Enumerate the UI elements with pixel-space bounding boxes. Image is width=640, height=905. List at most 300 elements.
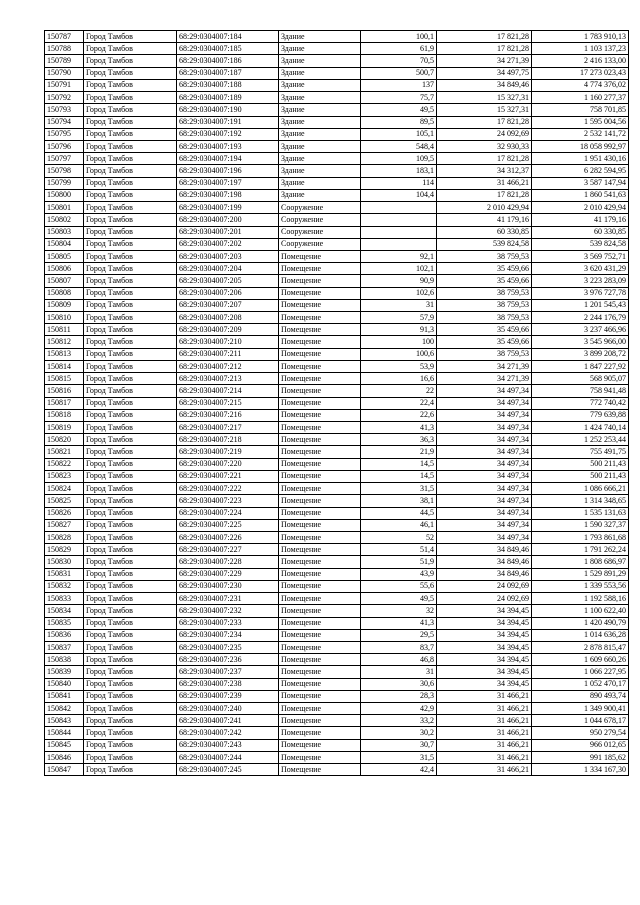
city-cell: Город Тамбов xyxy=(84,434,177,446)
city-cell: Город Тамбов xyxy=(84,287,177,299)
cadastral-value-cell: 539 824,58 xyxy=(532,238,629,250)
table-body xyxy=(45,31,629,776)
table-row xyxy=(45,116,629,128)
cadastral-number-cell: 68:29:0304007:202 xyxy=(177,238,279,250)
specific-value-cell: 34 849,46 xyxy=(437,556,532,568)
table-row xyxy=(45,348,629,360)
city-cell: Город Тамбов xyxy=(84,764,177,776)
city-cell: Город Тамбов xyxy=(84,263,177,275)
specific-value-cell: 35 459,66 xyxy=(437,263,532,275)
cadastral-number-cell: 68:29:0304007:198 xyxy=(177,189,279,201)
cadastral-value-cell: 3 976 727,78 xyxy=(532,287,629,299)
object-type-cell: Здание xyxy=(279,116,361,128)
cadastral-value-cell: 772 740,42 xyxy=(532,397,629,409)
city-cell: Город Тамбов xyxy=(84,55,177,67)
area-cell: 92,1 xyxy=(361,250,437,262)
area-cell: 46,1 xyxy=(361,519,437,531)
city-cell: Город Тамбов xyxy=(84,409,177,421)
cadastral-value-cell: 1 334 167,30 xyxy=(532,764,629,776)
table-row xyxy=(45,385,629,397)
cadastral-number-cell: 68:29:0304007:204 xyxy=(177,263,279,275)
object-type-cell: Помещение xyxy=(279,312,361,324)
object-type-cell: Помещение xyxy=(279,348,361,360)
area-cell: 109,5 xyxy=(361,153,437,165)
area-cell: 31 xyxy=(361,299,437,311)
city-cell: Город Тамбов xyxy=(84,568,177,580)
cadastral-number-cell: 68:29:0304007:241 xyxy=(177,715,279,727)
specific-value-cell: 34 497,34 xyxy=(437,422,532,434)
cadastral-number-cell: 68:29:0304007:190 xyxy=(177,104,279,116)
city-cell: Город Тамбов xyxy=(84,189,177,201)
cadastral-number-cell: 68:29:0304007:199 xyxy=(177,202,279,214)
area-cell: 51,4 xyxy=(361,544,437,556)
row-number: 150836 xyxy=(45,629,84,641)
object-type-cell: Помещение xyxy=(279,397,361,409)
table-row xyxy=(45,55,629,67)
cadastral-value-cell: 17 273 023,43 xyxy=(532,67,629,79)
cadastral-number-cell: 68:29:0304007:228 xyxy=(177,556,279,568)
object-type-cell: Помещение xyxy=(279,483,361,495)
area-cell: 30,6 xyxy=(361,678,437,690)
row-number: 150833 xyxy=(45,593,84,605)
area-cell: 100 xyxy=(361,336,437,348)
object-type-cell: Помещение xyxy=(279,336,361,348)
cadastral-value-cell: 1 783 910,13 xyxy=(532,31,629,43)
table-row xyxy=(45,629,629,641)
row-number: 150811 xyxy=(45,324,84,336)
cadastral-value-cell: 1 160 277,37 xyxy=(532,92,629,104)
cadastral-number-cell: 68:29:0304007:205 xyxy=(177,275,279,287)
row-number: 150795 xyxy=(45,128,84,140)
cadastral-value-table xyxy=(44,30,629,776)
specific-value-cell: 34 497,34 xyxy=(437,483,532,495)
table-row xyxy=(45,483,629,495)
area-cell xyxy=(361,214,437,226)
cadastral-number-cell: 68:29:0304007:233 xyxy=(177,617,279,629)
cadastral-value-cell: 1 808 686,97 xyxy=(532,556,629,568)
row-number: 150847 xyxy=(45,764,84,776)
cadastral-number-cell: 68:29:0304007:185 xyxy=(177,43,279,55)
city-cell: Город Тамбов xyxy=(84,238,177,250)
cadastral-number-cell: 68:29:0304007:197 xyxy=(177,177,279,189)
area-cell: 42,4 xyxy=(361,764,437,776)
area-cell xyxy=(361,226,437,238)
specific-value-cell: 32 930,33 xyxy=(437,140,532,152)
area-cell: 51,9 xyxy=(361,556,437,568)
specific-value-cell: 31 466,21 xyxy=(437,739,532,751)
table-row xyxy=(45,177,629,189)
object-type-cell: Здание xyxy=(279,165,361,177)
specific-value-cell: 35 459,66 xyxy=(437,336,532,348)
row-number: 150825 xyxy=(45,495,84,507)
row-number: 150789 xyxy=(45,55,84,67)
city-cell: Город Тамбов xyxy=(84,79,177,91)
cadastral-number-cell: 68:29:0304007:191 xyxy=(177,116,279,128)
specific-value-cell: 60 330,85 xyxy=(437,226,532,238)
cadastral-value-cell: 1 609 660,26 xyxy=(532,654,629,666)
area-cell: 104,4 xyxy=(361,189,437,201)
cadastral-value-cell: 6 282 594,95 xyxy=(532,165,629,177)
row-number: 150842 xyxy=(45,703,84,715)
row-number: 150805 xyxy=(45,250,84,262)
object-type-cell: Сооружение xyxy=(279,202,361,214)
cadastral-number-cell: 68:29:0304007:200 xyxy=(177,214,279,226)
row-number: 150790 xyxy=(45,67,84,79)
row-number: 150792 xyxy=(45,92,84,104)
city-cell: Город Тамбов xyxy=(84,250,177,262)
row-number: 150814 xyxy=(45,360,84,372)
row-number: 150801 xyxy=(45,202,84,214)
area-cell: 49,5 xyxy=(361,104,437,116)
city-cell: Город Тамбов xyxy=(84,202,177,214)
specific-value-cell: 2 010 429,94 xyxy=(437,202,532,214)
cadastral-number-cell: 68:29:0304007:203 xyxy=(177,250,279,262)
specific-value-cell: 34 394,45 xyxy=(437,666,532,678)
table-row xyxy=(45,92,629,104)
area-cell: 89,5 xyxy=(361,116,437,128)
city-cell: Город Тамбов xyxy=(84,422,177,434)
table-row xyxy=(45,641,629,653)
table-row xyxy=(45,751,629,763)
object-type-cell: Помещение xyxy=(279,531,361,543)
row-number: 150799 xyxy=(45,177,84,189)
area-cell: 16,6 xyxy=(361,373,437,385)
cadastral-number-cell: 68:29:0304007:235 xyxy=(177,641,279,653)
cadastral-number-cell: 68:29:0304007:242 xyxy=(177,727,279,739)
specific-value-cell: 17 821,28 xyxy=(437,153,532,165)
table-row xyxy=(45,214,629,226)
row-number: 150813 xyxy=(45,348,84,360)
area-cell: 29,5 xyxy=(361,629,437,641)
specific-value-cell: 24 092,69 xyxy=(437,580,532,592)
area-cell: 31,5 xyxy=(361,483,437,495)
object-type-cell: Помещение xyxy=(279,666,361,678)
specific-value-cell: 35 459,66 xyxy=(437,324,532,336)
cadastral-number-cell: 68:29:0304007:215 xyxy=(177,397,279,409)
city-cell: Город Тамбов xyxy=(84,580,177,592)
object-type-cell: Сооружение xyxy=(279,226,361,238)
cadastral-number-cell: 68:29:0304007:214 xyxy=(177,385,279,397)
object-type-cell: Помещение xyxy=(279,593,361,605)
specific-value-cell: 34 849,46 xyxy=(437,568,532,580)
table-row xyxy=(45,43,629,55)
object-type-cell: Здание xyxy=(279,67,361,79)
row-number: 150843 xyxy=(45,715,84,727)
specific-value-cell: 31 466,21 xyxy=(437,690,532,702)
table-row xyxy=(45,324,629,336)
row-number: 150819 xyxy=(45,422,84,434)
cadastral-value-cell: 1 100 622,40 xyxy=(532,605,629,617)
cadastral-number-cell: 68:29:0304007:216 xyxy=(177,409,279,421)
object-type-cell: Помещение xyxy=(279,629,361,641)
cadastral-number-cell: 68:29:0304007:229 xyxy=(177,568,279,580)
area-cell: 33,2 xyxy=(361,715,437,727)
cadastral-number-cell: 68:29:0304007:245 xyxy=(177,764,279,776)
cadastral-value-cell: 991 185,62 xyxy=(532,751,629,763)
row-number: 150830 xyxy=(45,556,84,568)
cadastral-value-cell: 1 535 131,63 xyxy=(532,507,629,519)
object-type-cell: Здание xyxy=(279,153,361,165)
cadastral-value-cell: 1 014 636,28 xyxy=(532,629,629,641)
row-number: 150844 xyxy=(45,727,84,739)
table-row xyxy=(45,189,629,201)
specific-value-cell: 34 497,34 xyxy=(437,507,532,519)
row-number: 150816 xyxy=(45,385,84,397)
cadastral-number-cell: 68:29:0304007:222 xyxy=(177,483,279,495)
row-number: 150820 xyxy=(45,434,84,446)
specific-value-cell: 34 394,45 xyxy=(437,605,532,617)
city-cell: Город Тамбов xyxy=(84,275,177,287)
object-type-cell: Помещение xyxy=(279,324,361,336)
city-cell: Город Тамбов xyxy=(84,373,177,385)
cadastral-number-cell: 68:29:0304007:243 xyxy=(177,739,279,751)
specific-value-cell: 17 821,28 xyxy=(437,31,532,43)
table-row xyxy=(45,519,629,531)
cadastral-number-cell: 68:29:0304007:217 xyxy=(177,422,279,434)
table-row xyxy=(45,568,629,580)
row-number: 150839 xyxy=(45,666,84,678)
table-row xyxy=(45,202,629,214)
object-type-cell: Здание xyxy=(279,177,361,189)
row-number: 150794 xyxy=(45,116,84,128)
cadastral-number-cell: 68:29:0304007:201 xyxy=(177,226,279,238)
cadastral-value-cell: 3 237 466,96 xyxy=(532,324,629,336)
object-type-cell: Помещение xyxy=(279,580,361,592)
area-cell: 31,5 xyxy=(361,751,437,763)
city-cell: Город Тамбов xyxy=(84,458,177,470)
city-cell: Город Тамбов xyxy=(84,446,177,458)
specific-value-cell: 34 497,34 xyxy=(437,531,532,543)
city-cell: Город Тамбов xyxy=(84,556,177,568)
row-number: 150838 xyxy=(45,654,84,666)
cadastral-value-cell: 2 416 133,00 xyxy=(532,55,629,67)
cadastral-number-cell: 68:29:0304007:239 xyxy=(177,690,279,702)
object-type-cell: Помещение xyxy=(279,544,361,556)
specific-value-cell: 34 497,34 xyxy=(437,495,532,507)
row-number: 150804 xyxy=(45,238,84,250)
object-type-cell: Помещение xyxy=(279,422,361,434)
city-cell: Город Тамбов xyxy=(84,177,177,189)
specific-value-cell: 31 466,21 xyxy=(437,715,532,727)
cadastral-value-cell: 1 052 470,17 xyxy=(532,678,629,690)
table-row xyxy=(45,226,629,238)
cadastral-number-cell: 68:29:0304007:227 xyxy=(177,544,279,556)
object-type-cell: Помещение xyxy=(279,678,361,690)
row-number: 150788 xyxy=(45,43,84,55)
object-type-cell: Помещение xyxy=(279,275,361,287)
row-number: 150815 xyxy=(45,373,84,385)
city-cell: Город Тамбов xyxy=(84,31,177,43)
city-cell: Город Тамбов xyxy=(84,507,177,519)
specific-value-cell: 34 271,39 xyxy=(437,373,532,385)
specific-value-cell: 34 849,46 xyxy=(437,544,532,556)
specific-value-cell: 34 497,34 xyxy=(437,446,532,458)
area-cell: 32 xyxy=(361,605,437,617)
cadastral-number-cell: 68:29:0304007:184 xyxy=(177,31,279,43)
table-row xyxy=(45,727,629,739)
city-cell: Город Тамбов xyxy=(84,312,177,324)
cadastral-number-cell: 68:29:0304007:207 xyxy=(177,299,279,311)
object-type-cell: Здание xyxy=(279,55,361,67)
city-cell: Город Тамбов xyxy=(84,531,177,543)
cadastral-number-cell: 68:29:0304007:213 xyxy=(177,373,279,385)
area-cell: 14,5 xyxy=(361,458,437,470)
specific-value-cell: 34 394,45 xyxy=(437,629,532,641)
city-cell: Город Тамбов xyxy=(84,226,177,238)
specific-value-cell: 31 466,21 xyxy=(437,703,532,715)
row-number: 150809 xyxy=(45,299,84,311)
table-row xyxy=(45,593,629,605)
object-type-cell: Помещение xyxy=(279,751,361,763)
specific-value-cell: 31 466,21 xyxy=(437,764,532,776)
specific-value-cell: 38 759,53 xyxy=(437,312,532,324)
cadastral-number-cell: 68:29:0304007:211 xyxy=(177,348,279,360)
row-number: 150817 xyxy=(45,397,84,409)
object-type-cell: Помещение xyxy=(279,605,361,617)
object-type-cell: Помещение xyxy=(279,458,361,470)
table-row xyxy=(45,79,629,91)
object-type-cell: Помещение xyxy=(279,385,361,397)
city-cell: Город Тамбов xyxy=(84,703,177,715)
object-type-cell: Здание xyxy=(279,128,361,140)
area-cell: 100,1 xyxy=(361,31,437,43)
table-row xyxy=(45,556,629,568)
row-number: 150845 xyxy=(45,739,84,751)
table-row xyxy=(45,531,629,543)
cadastral-value-cell: 2 878 815,47 xyxy=(532,641,629,653)
object-type-cell: Помещение xyxy=(279,299,361,311)
cadastral-number-cell: 68:29:0304007:230 xyxy=(177,580,279,592)
city-cell: Город Тамбов xyxy=(84,666,177,678)
object-type-cell: Помещение xyxy=(279,360,361,372)
area-cell: 30,2 xyxy=(361,727,437,739)
row-number: 150822 xyxy=(45,458,84,470)
city-cell: Город Тамбов xyxy=(84,324,177,336)
cadastral-value-cell: 568 905,07 xyxy=(532,373,629,385)
row-number: 150803 xyxy=(45,226,84,238)
cadastral-value-cell: 950 279,54 xyxy=(532,727,629,739)
cadastral-value-cell: 1 192 588,16 xyxy=(532,593,629,605)
object-type-cell: Сооружение xyxy=(279,238,361,250)
cadastral-value-cell: 1 529 891,29 xyxy=(532,568,629,580)
specific-value-cell: 34 497,34 xyxy=(437,434,532,446)
cadastral-value-cell: 755 491,75 xyxy=(532,446,629,458)
cadastral-number-cell: 68:29:0304007:234 xyxy=(177,629,279,641)
table-row xyxy=(45,580,629,592)
specific-value-cell: 34 497,34 xyxy=(437,458,532,470)
city-cell: Город Тамбов xyxy=(84,519,177,531)
table-row xyxy=(45,250,629,262)
specific-value-cell: 34 849,46 xyxy=(437,79,532,91)
object-type-cell: Здание xyxy=(279,92,361,104)
area-cell: 21,9 xyxy=(361,446,437,458)
table-row xyxy=(45,703,629,715)
row-number: 150810 xyxy=(45,312,84,324)
row-number: 150826 xyxy=(45,507,84,519)
area-cell: 183,1 xyxy=(361,165,437,177)
area-cell xyxy=(361,202,437,214)
object-type-cell: Помещение xyxy=(279,654,361,666)
cadastral-value-cell: 4 774 376,02 xyxy=(532,79,629,91)
city-cell: Город Тамбов xyxy=(84,140,177,152)
row-number: 150829 xyxy=(45,544,84,556)
row-number: 150846 xyxy=(45,751,84,763)
table-row xyxy=(45,422,629,434)
table-row xyxy=(45,299,629,311)
specific-value-cell: 17 821,28 xyxy=(437,43,532,55)
table-row xyxy=(45,458,629,470)
object-type-cell: Здание xyxy=(279,189,361,201)
row-number: 150793 xyxy=(45,104,84,116)
area-cell: 53,9 xyxy=(361,360,437,372)
specific-value-cell: 31 466,21 xyxy=(437,727,532,739)
area-cell: 61,9 xyxy=(361,43,437,55)
table-row xyxy=(45,409,629,421)
cadastral-number-cell: 68:29:0304007:236 xyxy=(177,654,279,666)
city-cell: Город Тамбов xyxy=(84,470,177,482)
specific-value-cell: 34 394,45 xyxy=(437,678,532,690)
city-cell: Город Тамбов xyxy=(84,104,177,116)
table-row xyxy=(45,312,629,324)
city-cell: Город Тамбов xyxy=(84,116,177,128)
cadastral-value-cell: 1 339 553,56 xyxy=(532,580,629,592)
area-cell: 30,7 xyxy=(361,739,437,751)
area-cell: 28,3 xyxy=(361,690,437,702)
cadastral-number-cell: 68:29:0304007:189 xyxy=(177,92,279,104)
specific-value-cell: 17 821,28 xyxy=(437,189,532,201)
cadastral-number-cell: 68:29:0304007:209 xyxy=(177,324,279,336)
area-cell: 49,5 xyxy=(361,593,437,605)
object-type-cell: Здание xyxy=(279,43,361,55)
table-row xyxy=(45,238,629,250)
specific-value-cell: 34 271,39 xyxy=(437,360,532,372)
cadastral-number-cell: 68:29:0304007:232 xyxy=(177,605,279,617)
area-cell: 137 xyxy=(361,79,437,91)
city-cell: Город Тамбов xyxy=(84,605,177,617)
object-type-cell: Помещение xyxy=(279,446,361,458)
row-number: 150832 xyxy=(45,580,84,592)
specific-value-cell: 41 179,16 xyxy=(437,214,532,226)
table-row xyxy=(45,764,629,776)
city-cell: Город Тамбов xyxy=(84,727,177,739)
city-cell: Город Тамбов xyxy=(84,715,177,727)
cadastral-value-cell: 779 639,88 xyxy=(532,409,629,421)
specific-value-cell: 24 092,69 xyxy=(437,593,532,605)
area-cell: 70,5 xyxy=(361,55,437,67)
specific-value-cell: 34 312,37 xyxy=(437,165,532,177)
row-number: 150798 xyxy=(45,165,84,177)
row-number: 150807 xyxy=(45,275,84,287)
object-type-cell: Помещение xyxy=(279,703,361,715)
city-cell: Город Тамбов xyxy=(84,165,177,177)
table-row xyxy=(45,104,629,116)
cadastral-value-cell: 500 211,43 xyxy=(532,470,629,482)
specific-value-cell: 35 459,66 xyxy=(437,275,532,287)
object-type-cell: Помещение xyxy=(279,507,361,519)
table-row xyxy=(45,434,629,446)
cadastral-number-cell: 68:29:0304007:221 xyxy=(177,470,279,482)
table-row xyxy=(45,153,629,165)
cadastral-number-cell: 68:29:0304007:220 xyxy=(177,458,279,470)
object-type-cell: Сооружение xyxy=(279,214,361,226)
table-row xyxy=(45,507,629,519)
table-row xyxy=(45,690,629,702)
row-number: 150834 xyxy=(45,605,84,617)
area-cell: 44,5 xyxy=(361,507,437,519)
table-row xyxy=(45,373,629,385)
cadastral-value-cell: 1 314 348,65 xyxy=(532,495,629,507)
cadastral-value-cell: 3 620 431,29 xyxy=(532,263,629,275)
